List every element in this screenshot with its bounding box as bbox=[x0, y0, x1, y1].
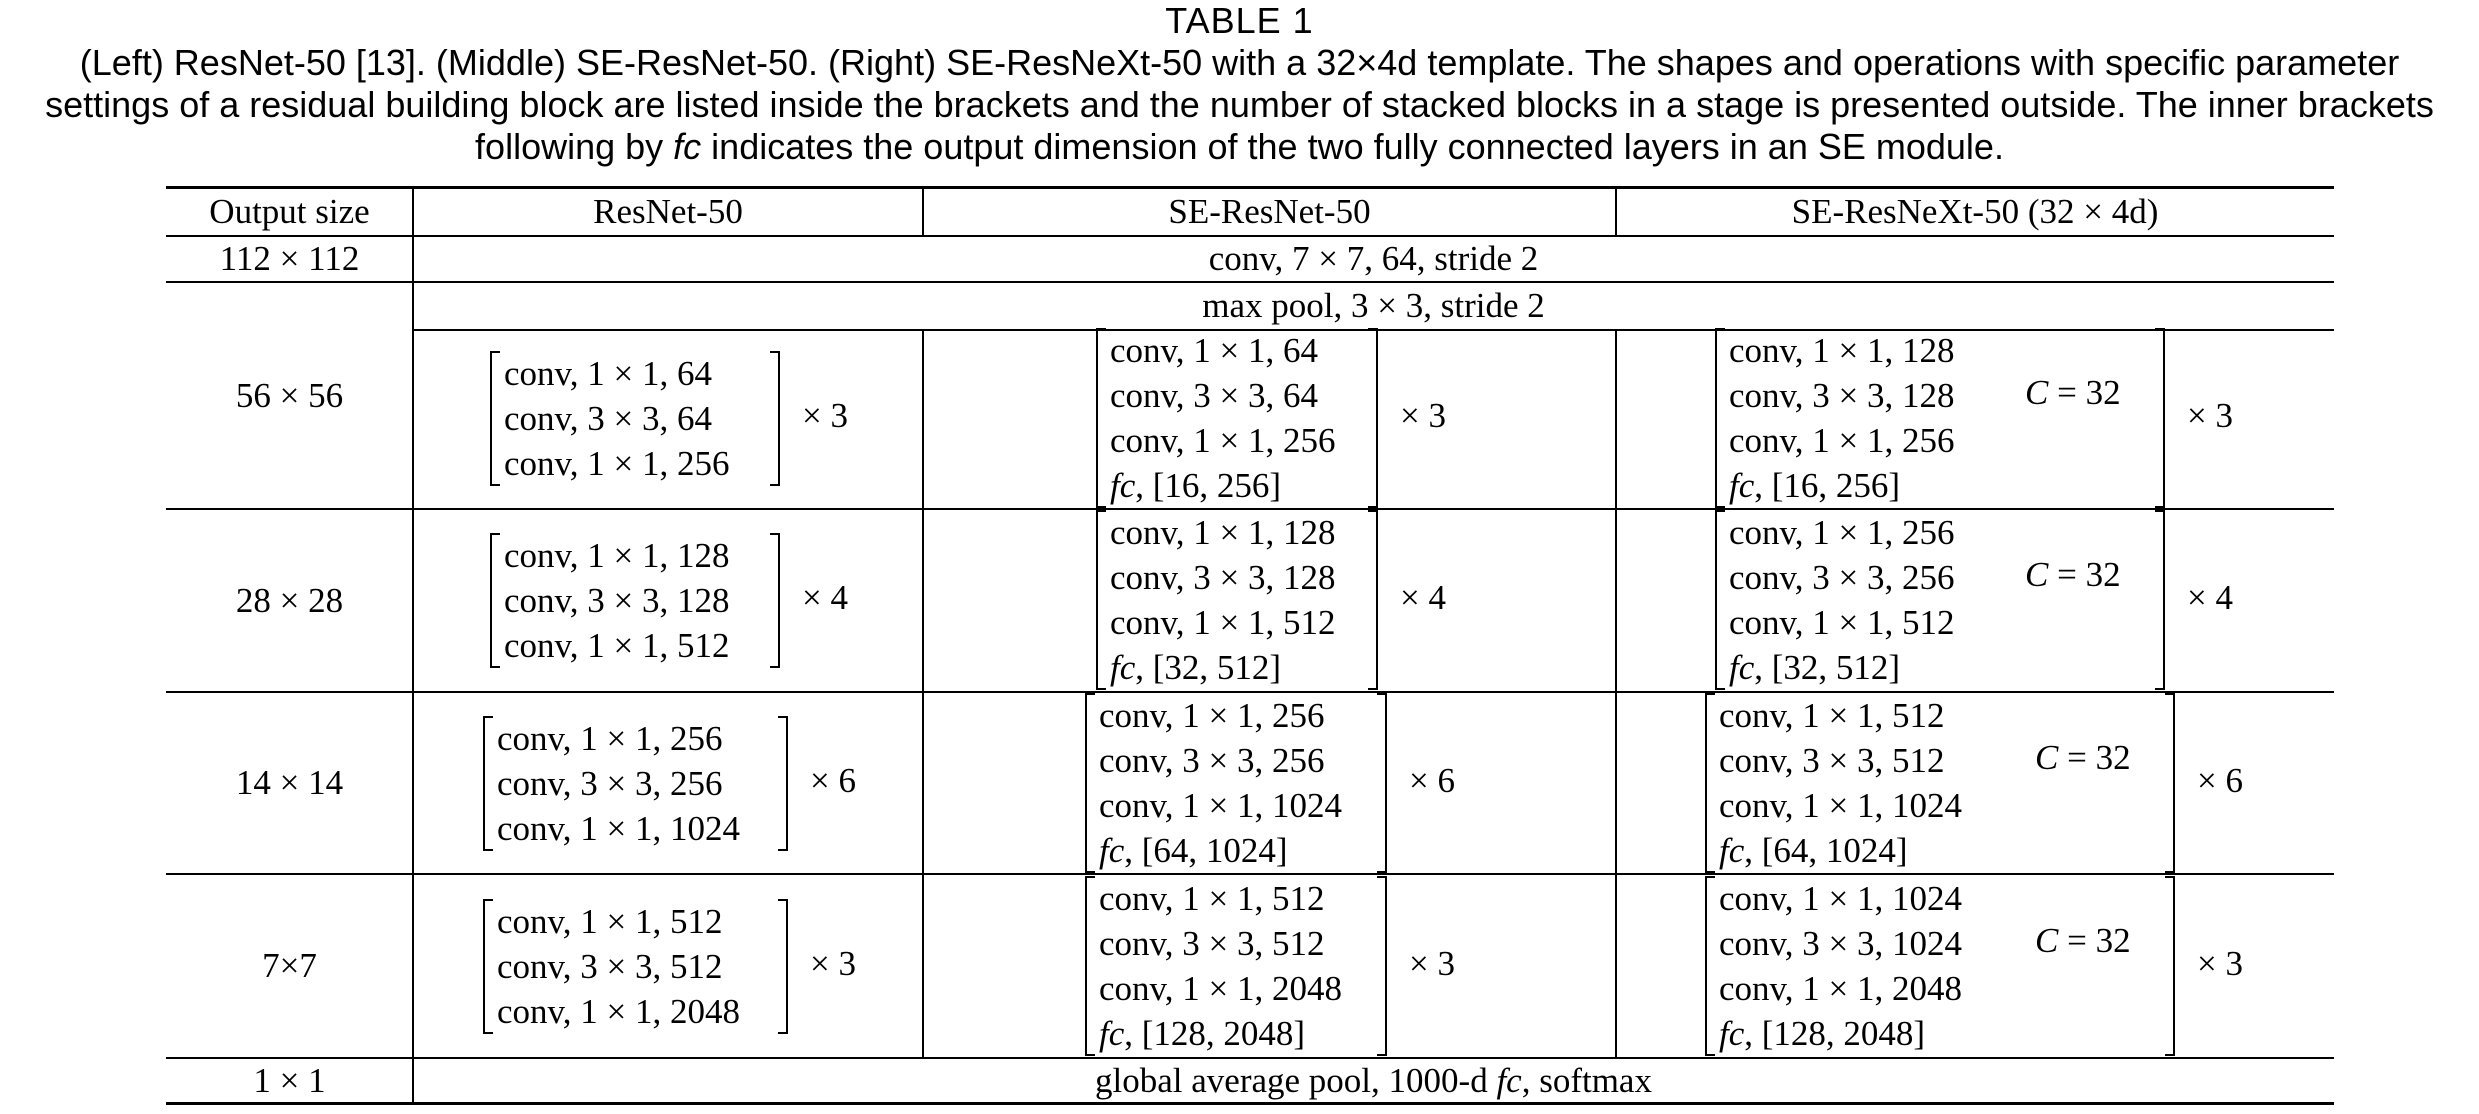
block-multiplier: × 3 bbox=[1409, 944, 1455, 983]
column-rule bbox=[922, 330, 924, 1058]
layer-spec: conv, 3 × 3, 512 bbox=[1719, 741, 1945, 780]
layer-spec: conv, 3 × 3, 128 bbox=[504, 580, 730, 620]
se-resnext-block bbox=[1705, 876, 2175, 1056]
layer-spec: conv, 3 × 3, 256 bbox=[497, 763, 723, 803]
se-resnext-block bbox=[1715, 510, 2165, 690]
layer-spec: conv, 1 × 1, 2048 bbox=[1719, 969, 1963, 1008]
layer-spec: conv, 1 × 1, 512 bbox=[1719, 696, 1945, 735]
layer-spec: conv, 1 × 1, 128 bbox=[1110, 513, 1336, 552]
layer-spec: conv, 1 × 1, 256 bbox=[1729, 513, 1955, 552]
resnet-block bbox=[483, 899, 788, 1034]
cardinality-label bbox=[2025, 373, 2121, 413]
fc-spec bbox=[1705, 828, 2189, 873]
stem-conv-cell: conv, 7 × 7, 64, stride 2 bbox=[1208, 239, 1539, 278]
layer-spec: conv, 1 × 1, 64 bbox=[1110, 331, 1319, 370]
fc-spec bbox=[1085, 1011, 1401, 1056]
layer-spec: conv, 1 × 1, 256 bbox=[1099, 696, 1325, 735]
layer-spec: conv, 3 × 3, 256 bbox=[1099, 741, 1325, 780]
layer-spec: conv, 1 × 1, 512 bbox=[1729, 603, 1955, 642]
layer-spec: conv, 1 × 1, 1024 bbox=[1719, 879, 1963, 918]
fc-label: fc bbox=[1496, 1060, 1522, 1100]
layer-spec: conv, 1 × 1, 512 bbox=[497, 901, 723, 941]
resnet-block bbox=[483, 716, 788, 851]
fc-label: fc bbox=[1719, 1014, 1745, 1053]
block-multiplier: × 3 bbox=[802, 396, 848, 435]
final-pool-cell bbox=[413, 1058, 2334, 1103]
layer-spec: conv, 1 × 1, 256 bbox=[1110, 421, 1336, 460]
se-resnet-block bbox=[1085, 693, 1387, 873]
output-size-cell: 7×7 bbox=[262, 946, 317, 985]
final-pool-text: global average pool, 1000-d bbox=[1095, 1060, 1497, 1100]
fc-label: fc bbox=[1110, 466, 1136, 505]
block-multiplier: × 6 bbox=[2197, 761, 2243, 800]
layer-spec: conv, 1 × 1, 256 bbox=[1729, 421, 1955, 460]
cardinality-label bbox=[2035, 921, 2131, 961]
cardinality-value: = 32 bbox=[2058, 921, 2131, 960]
column-rule bbox=[1615, 330, 1617, 1058]
output-size-cell: 112 × 112 bbox=[219, 239, 360, 278]
max-pool-cell: max pool, 3 × 3, stride 2 bbox=[1202, 286, 1545, 325]
layer-spec: conv, 3 × 3, 1024 bbox=[1719, 924, 1963, 963]
se-resnet-block bbox=[1085, 876, 1387, 1056]
layer-spec: conv, 1 × 1, 512 bbox=[1110, 603, 1336, 642]
cardinality-symbol: C bbox=[2025, 373, 2049, 412]
fc-dims: , [64, 1024] bbox=[1744, 831, 1908, 870]
output-size-cell: 14 × 14 bbox=[235, 763, 344, 802]
layer-spec: conv, 1 × 1, 2048 bbox=[1099, 969, 1343, 1008]
cardinality-symbol: C bbox=[2035, 921, 2059, 960]
layer-spec: conv, 1 × 1, 64 bbox=[504, 353, 713, 393]
layer-spec: conv, 3 × 3, 64 bbox=[1110, 376, 1319, 415]
block-multiplier: × 3 bbox=[810, 944, 856, 983]
layer-spec: conv, 3 × 3, 64 bbox=[504, 398, 713, 438]
fc-dims: , [128, 2048] bbox=[1124, 1014, 1306, 1053]
column-header: SE-ResNet-50 bbox=[1168, 191, 1371, 231]
cardinality-value: = 32 bbox=[2048, 373, 2121, 412]
cardinality-symbol: C bbox=[2025, 555, 2049, 594]
fc-spec bbox=[1705, 1011, 2189, 1056]
cardinality-value: = 32 bbox=[2058, 738, 2131, 777]
layer-spec: conv, 1 × 1, 256 bbox=[504, 443, 730, 483]
fc-dims: , [32, 512] bbox=[1754, 648, 1901, 687]
layer-spec: conv, 1 × 1, 1024 bbox=[1719, 786, 1963, 825]
cardinality-label bbox=[2025, 555, 2121, 595]
output-size-cell: 28 × 28 bbox=[235, 580, 344, 620]
fc-label: fc bbox=[1719, 831, 1745, 870]
fc-label: fc bbox=[1110, 648, 1136, 687]
fc-label: fc bbox=[1099, 831, 1125, 870]
fc-spec bbox=[1096, 645, 1392, 690]
block-multiplier: × 6 bbox=[810, 761, 856, 800]
layer-spec: conv, 1 × 1, 256 bbox=[497, 718, 723, 758]
layer-spec: conv, 1 × 1, 1024 bbox=[497, 808, 741, 848]
fc-label: fc bbox=[1729, 466, 1755, 505]
fc-spec bbox=[1085, 828, 1401, 873]
column-header: SE-ResNeXt-50 (32 × 4d) bbox=[1791, 191, 2159, 231]
layer-spec: conv, 3 × 3, 128 bbox=[1729, 376, 1955, 415]
table-caption bbox=[0, 0, 2479, 168]
fc-dims: , [16, 256] bbox=[1754, 466, 1901, 505]
output-size-cell: 1 × 1 bbox=[253, 1060, 326, 1100]
cardinality-symbol: C bbox=[2035, 738, 2059, 777]
block-multiplier: × 4 bbox=[2187, 578, 2233, 617]
block-multiplier: × 6 bbox=[1409, 761, 1455, 800]
fc-dims: , [32, 512] bbox=[1135, 648, 1282, 687]
layer-spec: conv, 1 × 1, 512 bbox=[1099, 879, 1325, 918]
fc-dims: , [64, 1024] bbox=[1124, 831, 1288, 870]
fc-spec bbox=[1096, 463, 1392, 508]
layer-spec: conv, 1 × 1, 2048 bbox=[497, 991, 741, 1031]
cardinality-value: = 32 bbox=[2048, 555, 2121, 594]
resnet-block bbox=[490, 533, 780, 668]
row-rule bbox=[166, 873, 2334, 875]
layer-spec: conv, 3 × 3, 512 bbox=[1099, 924, 1325, 963]
layer-spec: conv, 3 × 3, 512 bbox=[497, 946, 723, 986]
fc-spec bbox=[1715, 463, 2179, 508]
final-softmax-text: , softmax bbox=[1521, 1060, 1652, 1100]
layer-spec: conv, 1 × 1, 128 bbox=[1729, 331, 1955, 370]
se-resnet-block bbox=[1096, 328, 1378, 508]
fc-label: fc bbox=[1099, 1014, 1125, 1053]
cardinality-label bbox=[2035, 738, 2131, 778]
layer-spec: conv, 3 × 3, 128 bbox=[1110, 558, 1336, 597]
fc-label: fc bbox=[1729, 648, 1755, 687]
block-multiplier: × 3 bbox=[2187, 396, 2233, 435]
fc-dims: , [128, 2048] bbox=[1744, 1014, 1926, 1053]
se-resnext-block bbox=[1715, 328, 2165, 508]
fc-spec bbox=[1715, 645, 2179, 690]
layer-spec: conv, 1 × 1, 1024 bbox=[1099, 786, 1343, 825]
block-multiplier: × 3 bbox=[2197, 944, 2243, 983]
table-label: TABLE 1 bbox=[1165, 0, 1314, 41]
column-header: ResNet-50 bbox=[593, 191, 743, 231]
se-resnet-block bbox=[1096, 510, 1378, 690]
layer-spec: conv, 3 × 3, 256 bbox=[1729, 558, 1955, 597]
layer-spec: conv, 1 × 1, 128 bbox=[504, 535, 730, 575]
block-multiplier: × 4 bbox=[802, 578, 848, 617]
fc-dims: , [16, 256] bbox=[1135, 466, 1282, 505]
block-multiplier: × 4 bbox=[1400, 578, 1446, 617]
column-header: Output size bbox=[209, 191, 370, 231]
caption-text: (Left) ResNet-50 [13]. (Middle) SE-ResNet-50. (Right) SE-ResNeXt-50 with a 32×4d template. The shapes and operations with specific parameter settings of a residual building block are listed inside the brackets and the number of stacked blocks in a stage is presented outside. The inner brackets following by fc indicates the output dimension of the two fully connected layers in an SE module. bbox=[45, 42, 2434, 167]
resnet-block bbox=[490, 351, 780, 486]
layer-spec: conv, 1 × 1, 512 bbox=[504, 625, 730, 665]
se-resnext-block bbox=[1705, 693, 2175, 873]
block-multiplier: × 3 bbox=[1400, 396, 1446, 435]
output-size-cell: 56 × 56 bbox=[235, 375, 344, 415]
